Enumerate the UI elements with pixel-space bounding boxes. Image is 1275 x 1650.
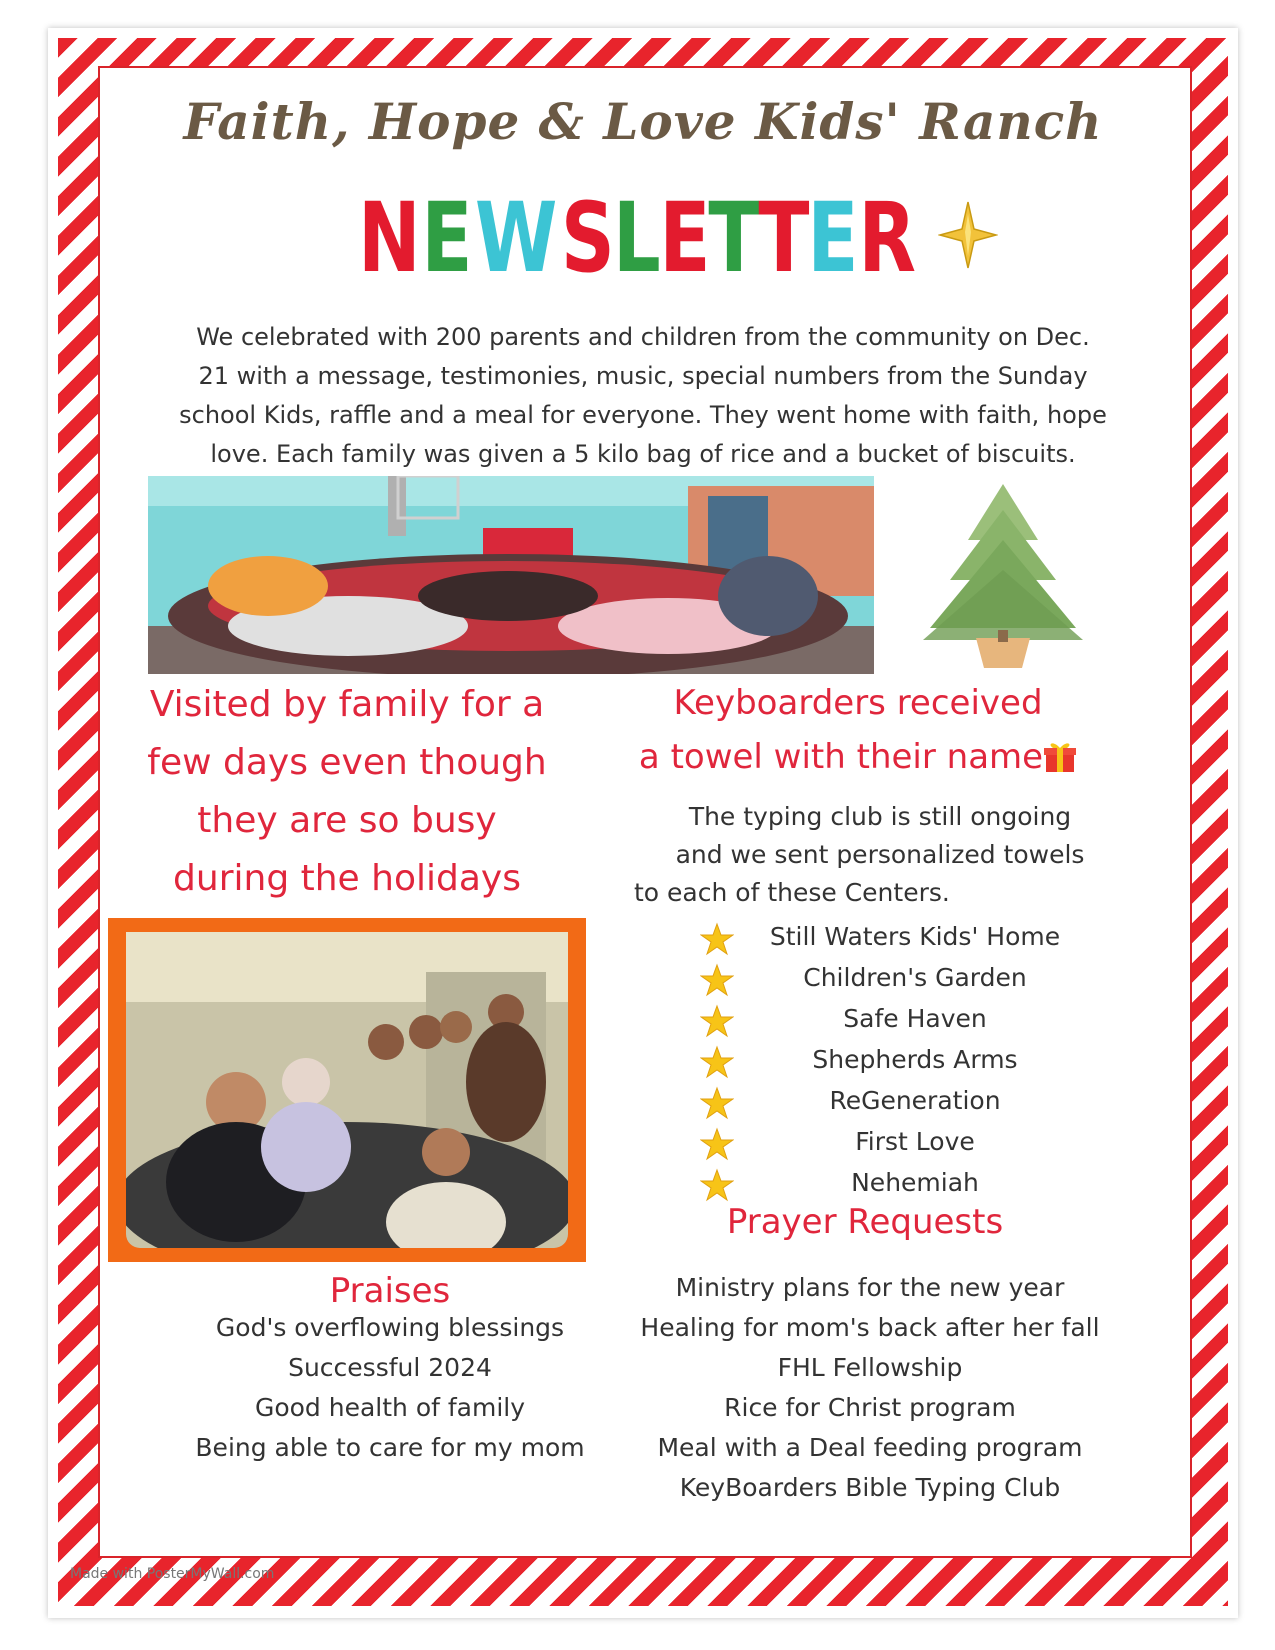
intro-line: 21 with a message, testimonies, music, special numbers from the Sunday [198,362,1088,390]
gift-icon [1043,740,1077,774]
intro-paragraph [88,318,1198,474]
list-item: Being able to care for my mom [195,1433,585,1462]
list-item [700,1084,1100,1125]
list-item: Successful 2024 [288,1353,492,1382]
center-name: ReGeneration [829,1086,1001,1115]
star-icon [700,922,734,956]
list-item [700,1125,1100,1166]
list-item: Ministry plans for the new year [675,1273,1065,1302]
christmas-tree-icon [918,480,1088,676]
center-name: Still Waters Kids' Home [769,922,1061,951]
intro-line: school Kids, raffle and a meal for everyone. They went home with faith, hope [179,401,1107,429]
family-visit-heading [112,676,582,908]
family-visit-line: Visited by family for a [149,684,545,725]
typing-club-line: The typing club is still ongoing [688,802,1072,831]
star-icon [700,1086,734,1120]
title-letter: N [358,182,423,294]
title-letter: E [807,182,861,294]
keyboarders-line-2 [598,730,1118,784]
center-name: Safe Haven [843,1004,987,1033]
list-item: Meal with a Deal feeding program [657,1433,1083,1462]
family-visit-photo [108,918,586,1262]
list-item: Healing for mom's back after her fall [640,1313,1100,1342]
list-item: KeyBoarders Bible Typing Club [679,1473,1061,1502]
star-icon [700,1168,734,1202]
list-item: God's overflowing blessings [215,1313,565,1342]
keyboarders-line-2-text: a towel with their name [638,737,1044,777]
list-item [700,920,1100,961]
keyboarders-line-1: Keyboarders received [673,683,1043,723]
title-letter: R [858,182,918,294]
praises-heading: Praises [329,1271,451,1311]
prayer-requests-list [600,1268,1140,1508]
title-letter: T [708,182,762,294]
list-item [700,1166,1100,1207]
title-letter: S [561,182,617,294]
list-item [700,961,1100,1002]
keyboarders-heading [598,676,1118,784]
center-name: Children's Garden [803,963,1027,992]
intro-line: We celebrated with 200 parents and children from the community on Dec. [196,323,1090,351]
center-name: Shepherds Arms [812,1045,1018,1074]
list-item [700,1043,1100,1084]
title-letter: L [613,182,663,294]
watermark: Made with PosterMyWall.com [70,1566,275,1582]
list-item [700,1002,1100,1043]
praises-list [155,1308,625,1468]
four-point-star-icon [938,200,998,270]
family-visit-line: during the holidays [173,858,521,899]
typing-club-line: and we sent personalized towels [675,840,1085,869]
star-icon [700,1045,734,1079]
center-name: First Love [855,1127,975,1156]
list-item: FHL Fellowship [777,1353,963,1382]
star-icon [700,1127,734,1161]
title-letter: E [658,182,712,294]
title-letter: T [758,182,811,294]
star-icon [700,963,734,997]
family-visit-line: few days even though [147,742,547,783]
organization-title: Faith, Hope & Love Kids' Ranch [183,92,1103,151]
star-icon [700,1004,734,1038]
community-celebration-photo [148,476,874,674]
prayer-requests-heading: Prayer Requests [726,1202,1004,1242]
newsletter-title [0,182,1275,294]
intro-line: love. Each family was given a 5 kilo bag of rice and a bucket of biscuits. [210,440,1076,468]
list-item: Rice for Christ program [724,1393,1016,1422]
center-name: Nehemiah [851,1168,979,1197]
list-item: Good health of family [254,1393,526,1422]
title-letter: E [421,182,474,294]
centers-list [700,920,1100,1207]
typing-club-text [630,798,1130,912]
typing-club-line: to each of these Centers. [634,878,950,907]
family-visit-line: they are so busy [197,800,497,841]
title-letter: W [475,182,560,294]
